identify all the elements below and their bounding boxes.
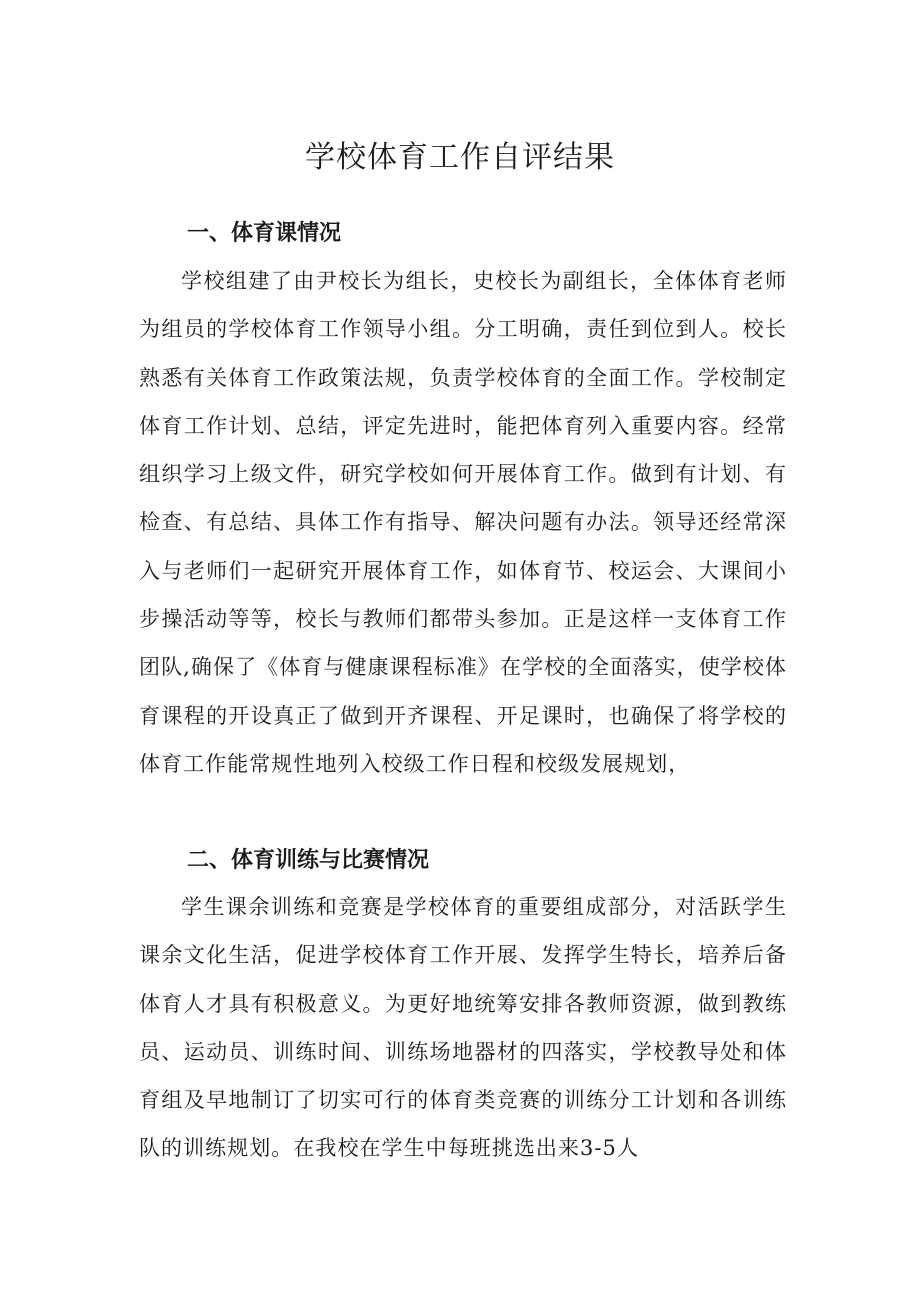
page-title: 学校体育工作自评结果	[305, 140, 615, 175]
section-body-training-competition: 学生课余训练和竞赛是学校体育的重要组成部分，对活跃学生课余文化生活，促进学校体育工作开展、发挥学生特长，培养后备体育人才具有积极意义。为更好地统筹安排各教师资源，做到教练员、运动员、训练时间、训练场地器材的四落实，学校教导处和体育组及早地制订了切实可行的体育类竞赛的训练分工计划和各训练队的训练规划。在我校在学生中每班挑选出来3-5人	[139, 895, 787, 1161]
section-heading-training-competition: 二、体育训练与比赛情况	[187, 848, 430, 873]
section-heading-pe-class: 一、体育课情况	[187, 221, 342, 246]
section-body-pe-class: 学校组建了由尹校长为组长，史校长为副组长，全体体育老师为组员的学校体育工作领导小组。分工明确，责任到位到人。校长熟悉有关体育工作政策法规，负责学校体育的全面工作。学校制定体育工作计划、总结，评定先进时，能把体育列入重要内容。经常组织学习上级文件，研究学校如何开展体育工作。做到有计划、有检查、有总结、具体工作有指导、解决问题有办法。领导还经常深入与老师们一起研究开展体育工作，如体育节、校运会、大课间小步操活动等等，校长与教师们都带头参加。正是这样一支体育工作团队,确保了《体育与健康课程标准》在学校的全面落实，使学校体育课程的开设真正了做到开齐课程、开足课时，也确保了将学校的体育工作能常规性地列入校级工作日程和校级发展规划，	[139, 269, 787, 776]
